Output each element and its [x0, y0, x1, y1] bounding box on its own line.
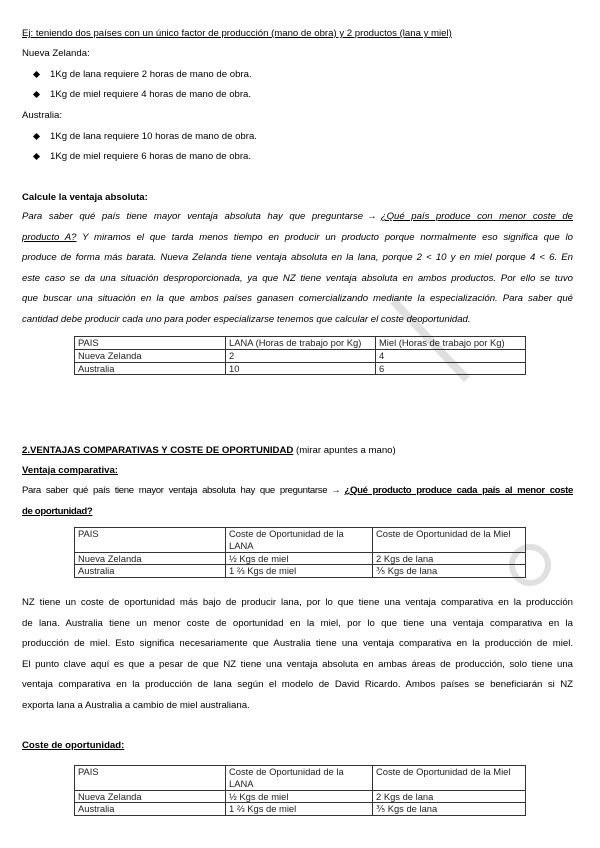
table-row: [75, 552, 526, 565]
table-header: Coste de Oportunidad de la Miel: [373, 766, 526, 791]
table-cell: 2: [226, 349, 376, 362]
absolute-line-5: que buscar una situación en la que ambos países ganasen comercializando mediante la especialización. Para saber qué: [22, 293, 573, 304]
question-line-1: Para saber qué país tiene mayor ventaja absoluta hay que preguntarse → ¿Qué producto produce cada país al menor coste: [22, 485, 574, 496]
absolute-paragraph: [22, 211, 573, 334]
table-row: [75, 337, 526, 350]
table-cell: ⅗ Kgs de lana: [373, 565, 526, 578]
table-row: [75, 349, 526, 362]
table-row: [75, 766, 526, 791]
comparative-line-4: El punto clave aquí es que a pesar de que NZ tiene una ventaja absoluta en ambas áreas de producción, solo tiene una: [22, 658, 573, 670]
opportunity-table-2: [74, 765, 526, 816]
table-cell: Nueva Zelanda: [75, 790, 226, 803]
table-header: Coste de Oportunidad de la LANA: [226, 528, 373, 553]
table-cell: ½ Kgs de miel: [226, 552, 373, 565]
table-header: Coste de Oportunidad de la LANA: [226, 766, 373, 791]
table-header: Miel (Horas de trabajo por Kg): [376, 337, 526, 350]
table-cell: Nueva Zelanda: [75, 552, 226, 565]
table-header: PAIS: [75, 337, 226, 350]
table-cell: Nueva Zelanda: [75, 349, 226, 362]
hours-table: [74, 336, 526, 375]
table-row: [75, 803, 526, 816]
absolute-line-3: produce de forma más barata. Nueva Zelanda tiene ventaja absoluta en la lana, porque 2 < 10 y en miel porque 4 < 6. En: [22, 252, 573, 263]
comparative-line-1: NZ tiene un coste de oportunidad más bajo de producir lana, por lo que tiene una ventaja comparativa en la producción: [22, 597, 573, 608]
table-cell: 10: [226, 362, 376, 375]
section2-heading: 2.VENTAJAS COMPARATIVAS Y COSTE DE OPORTUNIDAD (mirar apuntes a mano): [22, 445, 396, 456]
comparative-question: [22, 485, 573, 526]
table-cell: 4: [376, 349, 526, 362]
absolute-line-4: este caso se da una situación desproporcionada, ya que NZ tiene ventaja absoluta en ambos productos. Por ello se tuvo: [22, 272, 573, 284]
absolute-line-2: producto A? Y miramos el que tarda menos tiempo en producir un producto porque normalmente eso significa que lo: [22, 231, 573, 243]
table-cell: 1 ⅔ Kgs de miel: [226, 803, 373, 816]
table-header: LANA (Horas de trabajo por Kg): [226, 337, 376, 350]
table-cell: Australia: [75, 565, 226, 578]
comparative-line-2: de lana. Australia tiene un menor coste de oportunidad en la miel, por lo que tiene una ventaja comparativa en la: [22, 617, 573, 629]
au-bullet-2-text: 1Kg de miel requiere 6 horas de mano de obra.: [50, 151, 252, 162]
table-header: PAIS: [75, 528, 226, 553]
table-cell: ½ Kgs de miel: [226, 790, 373, 803]
table-cell: 6: [376, 362, 526, 375]
absolute-line-6: cantidad debe producir cada uno para poder especializarse tenemos que calcular el coste deoportunidad.: [22, 313, 471, 325]
nz-bullet-2-text: 1Kg de miel requiere 4 horas de mano de obra.: [50, 89, 252, 100]
table-row: [75, 565, 526, 578]
comparative-line-5: ventaja comparativa en la producción de lana según el modelo de David Ricardo. Ambos países se beneficiarán si NZ: [22, 679, 573, 690]
au-label: Australia:: [22, 110, 62, 121]
comparative-line-6: exporta lana a Australia a cambio de miel australiana.: [22, 699, 250, 711]
example-heading: Ej: teniendo dos países con un único factor de producción (mano de obra) y 2 productos (lana y miel): [22, 28, 452, 39]
table-row: [75, 528, 526, 553]
opportunity-title: Coste de oportunidad:: [22, 740, 125, 751]
comparative-line-3: producción de miel. Esto significa necesariamente que Australia tiene una ventaja comparativa en la producción de miel.: [22, 638, 573, 649]
table-row: [75, 362, 526, 375]
table-row: [75, 790, 526, 803]
absolute-title: Calcule la ventaja absoluta:: [22, 192, 148, 203]
table-header: PAIS: [75, 766, 226, 791]
table-cell: 2 Kgs de lana: [373, 552, 526, 565]
nz-bullet-1-text: 1Kg de lana requiere 2 horas de mano de obra.: [50, 69, 252, 80]
nz-label: Nueva Zelanda:: [22, 48, 90, 59]
table-cell: 2 Kgs de lana: [373, 790, 526, 803]
table-cell: Australia: [75, 803, 226, 816]
table-cell: ⅗ Kgs de lana: [373, 803, 526, 816]
table-cell: 1 ⅔ Kgs de miel: [226, 565, 373, 578]
au-bullet-1-text: 1Kg de lana requiere 10 horas de mano de obra.: [50, 131, 257, 142]
table-cell: Australia: [75, 362, 226, 375]
absolute-line-1: Para saber qué país tiene mayor ventaja absoluta hay que preguntarse → ¿Qué país produce con menor coste de: [22, 211, 573, 222]
question-line-2: de oportunidad?: [22, 505, 93, 517]
opportunity-table-1: [74, 527, 526, 578]
comparative-paragraph: [22, 597, 573, 720]
table-header: Coste de Oportunidad de la Miel: [373, 528, 526, 553]
comparative-subtitle: Ventaja comparativa:: [22, 465, 118, 476]
